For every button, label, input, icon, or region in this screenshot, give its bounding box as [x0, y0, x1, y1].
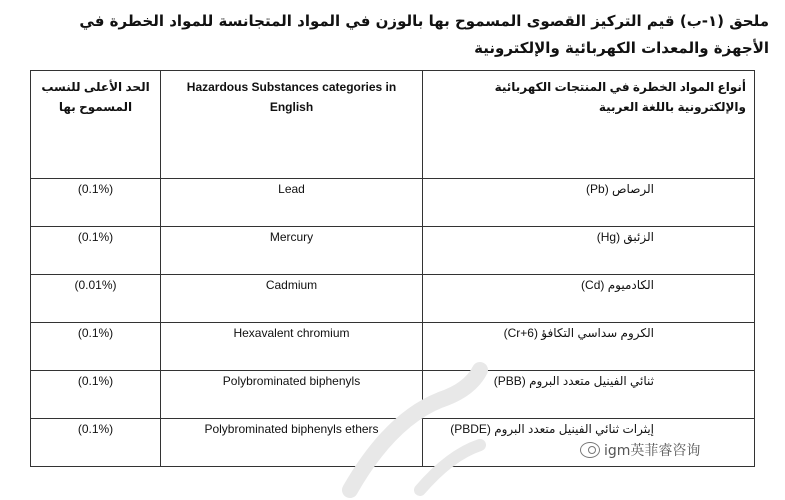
header-arabic: أنواع المواد الخطرة في المنتجات الكهربائية والإلكترونية باللغة العربية — [423, 71, 755, 179]
arabic-cell: الكادميوم (Cd) — [423, 275, 755, 323]
header-english: Hazardous Substances categories in English — [161, 71, 423, 179]
english-cell: Polybrominated biphenyls — [161, 371, 423, 419]
arabic-cell: ثنائي الفينيل متعدد البروم (PBB) — [423, 371, 755, 419]
english-cell: Cadmium — [161, 275, 423, 323]
arabic-cell: إيثرات ثنائي الفينيل متعدد البروم (PBDE) — [423, 419, 755, 467]
limit-cell: (0.1%) — [31, 419, 161, 467]
english-cell: Polybrominated biphenyls ethers — [161, 419, 423, 467]
table-header-row — [31, 71, 755, 179]
limit-cell: (0.1%) — [31, 227, 161, 275]
wechat-icon — [580, 442, 600, 458]
limit-cell: (0.1%) — [31, 323, 161, 371]
arabic-cell: الزئبق (Hg) — [423, 227, 755, 275]
document-title: ملحق (١-ب) قيم التركيز القصوى المسموح بها بالوزن في المواد المتجانسة للمواد الخطرة في الأجهزة والمعدات الكهربائية والإلكترونية — [79, 12, 769, 57]
limit-cell: (0.1%) — [31, 371, 161, 419]
watermark — [580, 440, 700, 460]
watermark-text: igm英菲睿咨询 — [604, 443, 701, 459]
table-row — [31, 227, 755, 275]
table-row — [31, 179, 755, 227]
arabic-cell: الكروم سداسي التكافؤ (Cr+6) — [423, 323, 755, 371]
header-limit: الحد الأعلى للنسب المسموح بها — [31, 71, 161, 179]
arabic-cell: الرصاص (Pb) — [423, 179, 755, 227]
english-cell: Hexavalent chromium — [161, 323, 423, 371]
table-row — [31, 323, 755, 371]
english-cell: Mercury — [161, 227, 423, 275]
table-row — [31, 371, 755, 419]
table-row — [31, 275, 755, 323]
limit-cell: (0.1%) — [31, 179, 161, 227]
hazardous-substances-table — [30, 70, 755, 467]
english-cell: Lead — [161, 179, 423, 227]
limit-cell: (0.01%) — [31, 275, 161, 323]
